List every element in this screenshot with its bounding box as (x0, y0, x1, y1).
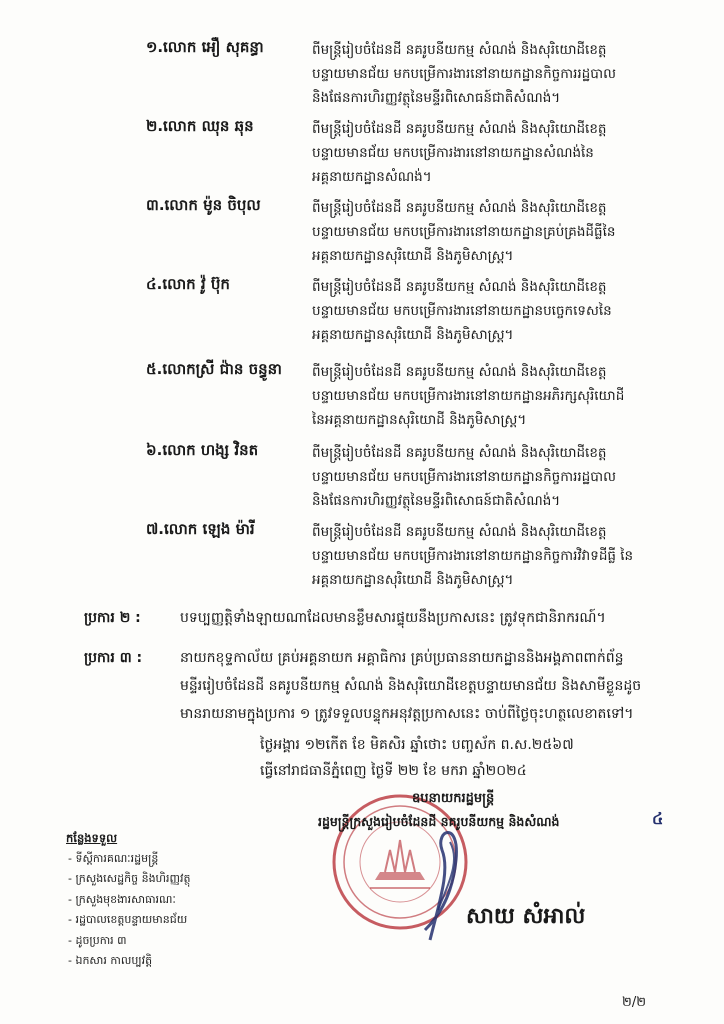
recipients-list (66, 828, 266, 972)
article-3-line: មានរាយនាមក្នុងប្រការ ១ ត្រូវទទួលបន្ទុកអនុវត្តប្រកាសនេះ ចាប់ពីថ្ងៃចុះហត្ថលេខាតទៅ។ (180, 706, 634, 722)
appointment-description (312, 117, 672, 189)
appointee-name: ១.លោក អឿ សុគន្ធា (146, 38, 264, 56)
description-line: បន្ទាយមានជ័យ មកបម្រើការងារនៅនាយកដ្ឋានអភិរក្សសុរិយោដី (312, 388, 625, 404)
appointment-description (312, 520, 672, 592)
appointment-description (312, 275, 672, 347)
appointment-description (312, 196, 672, 268)
appointee-name: ៧.លោក ឡេង ម៉ារី (146, 520, 255, 538)
recipient-item: - ទីស្តីការគណៈរដ្ឋមន្ត្រី (68, 851, 159, 865)
description-line: អគ្គនាយកដ្ឋានសុរិយោដី និងភូមិសាស្ត្រ។ (312, 248, 514, 264)
appointee-name: ៣.លោក ម៉ូន ចិបុល (146, 196, 261, 214)
article-3-label: ប្រការ ៣ : (84, 650, 143, 666)
appointment-description (312, 441, 672, 513)
description-line: នៃអគ្គនាយកដ្ឋានសុរិយោដី និងភូមិសាស្ត្រ។ (312, 412, 527, 428)
appointment-description (312, 38, 672, 110)
description-line: បន្ទាយមានជ័យ មកបម្រើការងារនៅនាយកដ្ឋានកិច្ចការរដ្ឋបាល (312, 469, 616, 485)
recipients-heading: កន្លែងទទួល (66, 831, 118, 845)
description-line: បន្ទាយមានជ័យ មកបម្រើការងារនៅនាយកដ្ឋានសំណង់នៃ (312, 145, 594, 161)
recipient-item: - ក្រសួងមុខងារសាធារណៈ (68, 892, 176, 906)
description-line: បន្ទាយមានជ័យ មកបម្រើការងារនៅនាយកដ្ឋានកិច្ចការរដ្ឋបាល (312, 66, 616, 82)
description-line: ពីមន្ត្រីរៀបចំដែនដី នគរូបនីយកម្ម សំណង់ និងសុរិយោដីខេត្ត (312, 279, 607, 295)
article-3-line: នាយកខុទ្ទកាល័យ គ្រប់អគ្គនាយក អគ្គាធិការ គ្រប់ប្រធាននាយកដ្ឋាននិងអង្គភាពពាក់ព័ន្ធ (180, 650, 624, 666)
signatory-name: សាយ សំអាល់ (466, 904, 586, 929)
article-2-label: ប្រការ ២ : (84, 610, 141, 626)
recipient-item: - រដ្ឋបាលខេត្តបន្ទាយមានជ័យ (68, 913, 188, 926)
description-line: ពីមន្ត្រីរៀបចំដែនដី នគរូបនីយកម្ម សំណង់ និងសុរិយោដីខេត្ត (312, 200, 607, 216)
article-2-text (180, 604, 690, 632)
signatory-mark: ៤ (652, 809, 664, 828)
appointment-description (312, 360, 672, 432)
description-line: ពីមន្ត្រីរៀបចំដែនដី នគរូបនីយកម្ម សំណង់ និងសុរិយោដីខេត្ត (312, 121, 607, 137)
description-line: បន្ទាយមានជ័យ មកបម្រើការងារនៅនាយកដ្ឋានកិច្ចការវិវាទដីធ្លី នៃ (312, 548, 634, 564)
description-line: អគ្គនាយកដ្ឋានសុរិយោដី និងភូមិសាស្ត្រ។ (312, 327, 514, 343)
page-number: ២/២ (622, 995, 647, 1010)
appointee-name: ៥.លោកស្រី ជ៉ាន ចន្ធូនា (146, 360, 282, 378)
description-line: ពីមន្ត្រីរៀបចំដែនដី នគរូបនីយកម្ម សំណង់ និងសុរិយោដីខេត្ត (312, 445, 607, 461)
description-line: អគ្គនាយកដ្ឋានសំណង់។ (312, 169, 432, 185)
recipient-item: - ដូចប្រការ ៣ (68, 933, 127, 947)
description-line: ពីមន្ត្រីរៀបចំដែនដី នគរូបនីយកម្ម សំណង់ និងសុរិយោដីខេត្ត (312, 364, 607, 380)
description-line: ពីមន្ត្រីរៀបចំដែនដី នគរូបនីយកម្ម សំណង់ និងសុរិយោដីខេត្ត (312, 524, 607, 540)
description-line: អគ្គនាយកដ្ឋានសុរិយោដី និងភូមិសាស្ត្រ។ (312, 572, 514, 588)
article-3-line: មន្ទីររៀបចំដែនដី នគរូបនីយកម្ម សំណង់ និងសុរិយោដីខេត្តបន្ទាយមានជ័យ និងសាមីខ្លួនដូច (180, 678, 642, 694)
article-3-text (180, 644, 690, 728)
description-line: ពីមន្ត្រីរៀបចំដែនដី នគរូបនីយកម្ម សំណង់ និងសុរិយោដីខេត្ត (312, 42, 607, 58)
article-2-line: បទប្បញ្ញត្តិទាំងឡាយណាដែលមានខ្លឹមសារផ្ទុយនឹងប្រកាសនេះ ត្រូវទុកជានិរាករណ៍។ (180, 610, 606, 626)
appointee-name: ២.លោក ឈុន ឆុន (146, 117, 254, 135)
date-block (260, 732, 700, 784)
description-line: និងផែនការហិរញ្ញវត្ថុនៃមន្ទីរពិសោធន៍ជាតិសំណង់។ (312, 90, 561, 106)
description-line: បន្ទាយមានជ័យ មកបម្រើការងារនៅនាយកដ្ឋានគ្រប់គ្រងដីធ្លីនៃ (312, 224, 616, 240)
lunar-date: ថ្ងៃអង្គារ ១២កើត ខែ មិគសិរ ឆ្នាំថោះ បញ្ចស័ក ព.ស.២៥៦៧ (260, 737, 574, 753)
appointee-name: ៦.លោក ហង្ស វិនត (146, 441, 259, 459)
solar-date: ធ្វើនៅរាជធានីភ្នំពេញ ថ្ងៃទី ២២ ខែ មករា ឆ្នាំ២០២៤ (260, 763, 527, 779)
signatory-title-2: រដ្ឋមន្ត្រីក្រសួងរៀបចំដែនដី នគរូបនីយកម្ម និងសំណង់ (318, 814, 560, 829)
recipient-item: - ក្រសួងសេដ្ឋកិច្ច និងហិរញ្ញវត្ថុ (68, 872, 191, 885)
description-line: និងផែនការហិរញ្ញវត្ថុនៃមន្ទីរពិសោធន៍ជាតិសំណង់។ (312, 493, 561, 509)
recipient-item: - ឯកសារ កាលប្បវត្តិ (68, 954, 153, 967)
description-line: បន្ទាយមានជ័យ មកបម្រើការងារនៅនាយកដ្ឋានបច្ចេកទេសនៃ (312, 303, 612, 319)
signatory-title-1: ឧបនាយករដ្ឋមន្ត្រី (412, 791, 495, 806)
appointee-name: ៤.លោក វ៉ូ ប៊ុក (146, 275, 230, 293)
